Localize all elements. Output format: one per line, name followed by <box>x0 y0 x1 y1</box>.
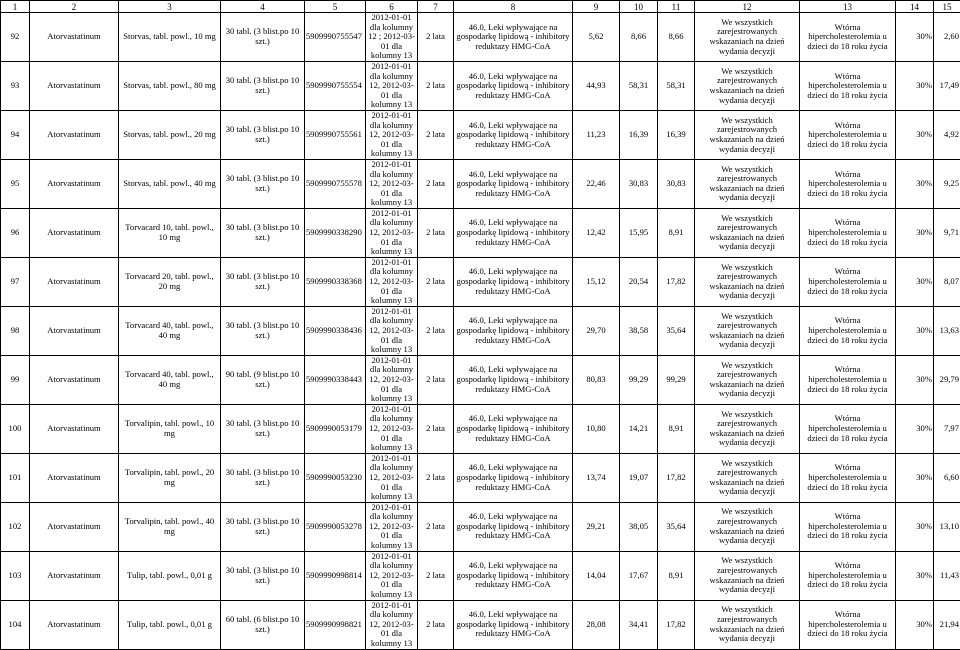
product-name-cell: Torvacard 10, tabl. powl., 10 mg <box>119 208 221 257</box>
payment-level-cell: 30% <box>896 355 934 404</box>
column-number: 12 <box>695 1 800 13</box>
ean-code-cell: 5909990998814 <box>305 551 366 600</box>
patient-surcharge-cell: 21,94 <box>934 600 960 649</box>
funding-limit-cell: 35,64 <box>658 502 695 551</box>
table-row <box>1 110 960 159</box>
package-size-cell: 30 tabl. (3 blist.po 10 szt.) <box>221 208 305 257</box>
column-number: 6 <box>366 1 418 13</box>
patient-surcharge-cell: 7,97 <box>934 404 960 453</box>
off-label-indication-cell: Wtórna hipercholesterolemia u dzieci do 18 roku życia <box>800 600 896 649</box>
substance-name-cell: Atorvastatinum <box>30 208 119 257</box>
off-label-indication-cell: Wtórna hipercholesterolemia u dzieci do 18 roku życia <box>800 61 896 110</box>
limit-group-cell: 46.0, Leki wpływające na gospodarkę lipidową - inhibitory reduktazy HMG-CoA <box>454 306 573 355</box>
column-number: 3 <box>119 1 221 13</box>
row-number-cell: 98 <box>1 306 30 355</box>
row-number-cell: 99 <box>1 355 30 404</box>
price-manufacturer-cell: 22,46 <box>573 159 620 208</box>
table-row <box>1 208 960 257</box>
indication-scope-cell: We wszystkich zarejestrowanych wskazaniach na dzień wydania decyzji <box>695 551 800 600</box>
off-label-indication-cell: Wtórna hipercholesterolemia u dzieci do 18 roku życia <box>800 159 896 208</box>
ean-code-cell: 5909990338368 <box>305 257 366 306</box>
ean-code-cell: 5909990053278 <box>305 502 366 551</box>
indication-scope-cell: We wszystkich zarejestrowanych wskazaniach na dzień wydania decyzji <box>695 257 800 306</box>
price-retail-cell: 20,54 <box>620 257 658 306</box>
funding-limit-cell: 99,29 <box>658 355 695 404</box>
row-number-cell: 95 <box>1 159 30 208</box>
price-retail-cell: 8,66 <box>620 13 658 62</box>
effective-date-cell: 2012-01-01 dla kolumny 12, 2012-03-01 dla kolumny 13 <box>366 208 418 257</box>
validity-period-cell: 2 lata <box>418 600 454 649</box>
row-number-cell: 103 <box>1 551 30 600</box>
validity-period-cell: 2 lata <box>418 110 454 159</box>
ean-code-cell: 5909990053230 <box>305 453 366 502</box>
ean-code-cell: 5909990338290 <box>305 208 366 257</box>
limit-group-cell: 46.0, Leki wpływające na gospodarkę lipidową - inhibitory reduktazy HMG-CoA <box>454 61 573 110</box>
price-manufacturer-cell: 5,62 <box>573 13 620 62</box>
table-row <box>1 306 960 355</box>
off-label-indication-cell: Wtórna hipercholesterolemia u dzieci do 18 roku życia <box>800 502 896 551</box>
product-name-cell: Torvacard 20, tabl. powl., 20 mg <box>119 257 221 306</box>
validity-period-cell: 2 lata <box>418 159 454 208</box>
indication-scope-cell: We wszystkich zarejestrowanych wskazaniach na dzień wydania decyzji <box>695 600 800 649</box>
row-number-cell: 100 <box>1 404 30 453</box>
price-retail-cell: 30,83 <box>620 159 658 208</box>
effective-date-cell: 2012-01-01 dla kolumny 12, 2012-03-01 dla kolumny 13 <box>366 600 418 649</box>
effective-date-cell: 2012-01-01 dla kolumny 12, 2012-03-01 dla kolumny 13 <box>366 306 418 355</box>
effective-date-cell: 2012-01-01 dla kolumny 12, 2012-03-01 dla kolumny 13 <box>366 257 418 306</box>
row-number-cell: 101 <box>1 453 30 502</box>
funding-limit-cell: 58,31 <box>658 61 695 110</box>
row-number-cell: 96 <box>1 208 30 257</box>
package-size-cell: 30 tabl. (3 blist.po 10 szt.) <box>221 306 305 355</box>
funding-limit-cell: 8,91 <box>658 208 695 257</box>
patient-surcharge-cell: 8,07 <box>934 257 960 306</box>
price-manufacturer-cell: 80,83 <box>573 355 620 404</box>
column-number: 11 <box>658 1 695 13</box>
funding-limit-cell: 8,91 <box>658 404 695 453</box>
price-manufacturer-cell: 13,74 <box>573 453 620 502</box>
table-row <box>1 404 960 453</box>
validity-period-cell: 2 lata <box>418 61 454 110</box>
patient-surcharge-cell: 9,71 <box>934 208 960 257</box>
funding-limit-cell: 17,82 <box>658 257 695 306</box>
package-size-cell: 30 tabl. (3 blist.po 10 szt.) <box>221 257 305 306</box>
price-manufacturer-cell: 14,04 <box>573 551 620 600</box>
effective-date-cell: 2012-01-01 dla kolumny 12, 2012-03-01 dla kolumny 13 <box>366 61 418 110</box>
limit-group-cell: 46.0, Leki wpływające na gospodarkę lipidową - inhibitory reduktazy HMG-CoA <box>454 453 573 502</box>
payment-level-cell: 30% <box>896 257 934 306</box>
product-name-cell: Torvacard 40, tabl. powl., 40 mg <box>119 306 221 355</box>
patient-surcharge-cell: 4,92 <box>934 110 960 159</box>
ean-code-cell: 5909990338436 <box>305 306 366 355</box>
price-manufacturer-cell: 29,70 <box>573 306 620 355</box>
column-number: 4 <box>221 1 305 13</box>
off-label-indication-cell: Wtórna hipercholesterolemia u dzieci do 18 roku życia <box>800 13 896 62</box>
column-number: 7 <box>418 1 454 13</box>
validity-period-cell: 2 lata <box>418 208 454 257</box>
limit-group-cell: 46.0, Leki wpływające na gospodarkę lipidową - inhibitory reduktazy HMG-CoA <box>454 208 573 257</box>
payment-level-cell: 30% <box>896 306 934 355</box>
funding-limit-cell: 8,66 <box>658 13 695 62</box>
patient-surcharge-cell: 6,60 <box>934 453 960 502</box>
table-row <box>1 13 960 62</box>
off-label-indication-cell: Wtórna hipercholesterolemia u dzieci do 18 roku życia <box>800 551 896 600</box>
product-name-cell: Storvas, tabl. powl., 10 mg <box>119 13 221 62</box>
effective-date-cell: 2012-01-01 dla kolumny 12, 2012-03-01 dla kolumny 13 <box>366 453 418 502</box>
substance-name-cell: Atorvastatinum <box>30 13 119 62</box>
price-retail-cell: 99,29 <box>620 355 658 404</box>
effective-date-cell: 2012-01-01 dla kolumny 12 ; 2012-03-01 dla kolumny 13 <box>366 13 418 62</box>
substance-name-cell: Atorvastatinum <box>30 110 119 159</box>
package-size-cell: 30 tabl. (3 blist.po 10 szt.) <box>221 13 305 62</box>
limit-group-cell: 46.0, Leki wpływające na gospodarkę lipidową - inhibitory reduktazy HMG-CoA <box>454 551 573 600</box>
substance-name-cell: Atorvastatinum <box>30 159 119 208</box>
column-number: 15 <box>934 1 960 13</box>
price-retail-cell: 38,05 <box>620 502 658 551</box>
row-number-cell: 92 <box>1 13 30 62</box>
row-number-cell: 94 <box>1 110 30 159</box>
price-manufacturer-cell: 28,08 <box>573 600 620 649</box>
substance-name-cell: Atorvastatinum <box>30 61 119 110</box>
table-row <box>1 159 960 208</box>
funding-limit-cell: 17,82 <box>658 453 695 502</box>
price-manufacturer-cell: 29,21 <box>573 502 620 551</box>
patient-surcharge-cell: 29,79 <box>934 355 960 404</box>
validity-period-cell: 2 lata <box>418 404 454 453</box>
header-row <box>1 1 960 13</box>
effective-date-cell: 2012-01-01 dla kolumny 12, 2012-03-01 dla kolumny 13 <box>366 355 418 404</box>
funding-limit-cell: 8,91 <box>658 551 695 600</box>
payment-level-cell: 30% <box>896 208 934 257</box>
limit-group-cell: 46.0, Leki wpływające na gospodarkę lipidową - inhibitory reduktazy HMG-CoA <box>454 355 573 404</box>
indication-scope-cell: We wszystkich zarejestrowanych wskazaniach na dzień wydania decyzji <box>695 110 800 159</box>
indication-scope-cell: We wszystkich zarejestrowanych wskazaniach na dzień wydania decyzji <box>695 13 800 62</box>
row-number-cell: 97 <box>1 257 30 306</box>
substance-name-cell: Atorvastatinum <box>30 404 119 453</box>
substance-name-cell: Atorvastatinum <box>30 306 119 355</box>
indication-scope-cell: We wszystkich zarejestrowanych wskazaniach na dzień wydania decyzji <box>695 355 800 404</box>
indication-scope-cell: We wszystkich zarejestrowanych wskazaniach na dzień wydania decyzji <box>695 208 800 257</box>
validity-period-cell: 2 lata <box>418 306 454 355</box>
column-number: 13 <box>800 1 896 13</box>
payment-level-cell: 30% <box>896 110 934 159</box>
indication-scope-cell: We wszystkich zarejestrowanych wskazaniach na dzień wydania decyzji <box>695 404 800 453</box>
table-row <box>1 61 960 110</box>
product-name-cell: Storvas, tabl. powl., 80 mg <box>119 61 221 110</box>
limit-group-cell: 46.0, Leki wpływające na gospodarkę lipidową - inhibitory reduktazy HMG-CoA <box>454 502 573 551</box>
price-retail-cell: 34,41 <box>620 600 658 649</box>
product-name-cell: Tulip, tabl. powl., 0,01 g <box>119 551 221 600</box>
indication-scope-cell: We wszystkich zarejestrowanych wskazaniach na dzień wydania decyzji <box>695 306 800 355</box>
patient-surcharge-cell: 2,60 <box>934 13 960 62</box>
package-size-cell: 30 tabl. (3 blist.po 10 szt.) <box>221 404 305 453</box>
limit-group-cell: 46.0, Leki wpływające na gospodarkę lipidową - inhibitory reduktazy HMG-CoA <box>454 404 573 453</box>
table-row <box>1 551 960 600</box>
column-number: 2 <box>30 1 119 13</box>
column-number: 14 <box>896 1 934 13</box>
patient-surcharge-cell: 9,25 <box>934 159 960 208</box>
table-row <box>1 453 960 502</box>
payment-level-cell: 30% <box>896 551 934 600</box>
price-manufacturer-cell: 12,42 <box>573 208 620 257</box>
limit-group-cell: 46.0, Leki wpływające na gospodarkę lipidową - inhibitory reduktazy HMG-CoA <box>454 110 573 159</box>
patient-surcharge-cell: 17,49 <box>934 61 960 110</box>
product-name-cell: Torvalipin, tabl. powl., 40 mg <box>119 502 221 551</box>
column-number: 8 <box>454 1 573 13</box>
price-retail-cell: 19,07 <box>620 453 658 502</box>
package-size-cell: 30 tabl. (3 blist.po 10 szt.) <box>221 551 305 600</box>
row-number-cell: 102 <box>1 502 30 551</box>
ean-code-cell: 5909990755578 <box>305 159 366 208</box>
validity-period-cell: 2 lata <box>418 502 454 551</box>
off-label-indication-cell: Wtórna hipercholesterolemia u dzieci do 18 roku życia <box>800 453 896 502</box>
validity-period-cell: 2 lata <box>418 551 454 600</box>
off-label-indication-cell: Wtórna hipercholesterolemia u dzieci do 18 roku życia <box>800 306 896 355</box>
ean-code-cell: 5909990755554 <box>305 61 366 110</box>
table-row <box>1 600 960 649</box>
column-number: 10 <box>620 1 658 13</box>
payment-level-cell: 30% <box>896 159 934 208</box>
column-number: 5 <box>305 1 366 13</box>
substance-name-cell: Atorvastatinum <box>30 355 119 404</box>
package-size-cell: 30 tabl. (3 blist.po 10 szt.) <box>221 453 305 502</box>
limit-group-cell: 46.0, Leki wpływające na gospodarkę lipidową - inhibitory reduktazy HMG-CoA <box>454 13 573 62</box>
package-size-cell: 30 tabl. (3 blist.po 10 szt.) <box>221 110 305 159</box>
effective-date-cell: 2012-01-01 dla kolumny 12, 2012-03-01 dla kolumny 13 <box>366 502 418 551</box>
substance-name-cell: Atorvastatinum <box>30 257 119 306</box>
limit-group-cell: 46.0, Leki wpływające na gospodarkę lipidową - inhibitory reduktazy HMG-CoA <box>454 257 573 306</box>
off-label-indication-cell: Wtórna hipercholesterolemia u dzieci do 18 roku życia <box>800 110 896 159</box>
off-label-indication-cell: Wtórna hipercholesterolemia u dzieci do 18 roku życia <box>800 404 896 453</box>
ean-code-cell: 5909990338443 <box>305 355 366 404</box>
price-manufacturer-cell: 44,93 <box>573 61 620 110</box>
payment-level-cell: 30% <box>896 600 934 649</box>
product-name-cell: Torvalipin, tabl. powl., 10 mg <box>119 404 221 453</box>
substance-name-cell: Atorvastatinum <box>30 551 119 600</box>
price-retail-cell: 17,67 <box>620 551 658 600</box>
ean-code-cell: 5909990998821 <box>305 600 366 649</box>
indication-scope-cell: We wszystkich zarejestrowanych wskazaniach na dzień wydania decyzji <box>695 61 800 110</box>
effective-date-cell: 2012-01-01 dla kolumny 12, 2012-03-01 dla kolumny 13 <box>366 159 418 208</box>
package-size-cell: 30 tabl. (3 blist.po 10 szt.) <box>221 61 305 110</box>
indication-scope-cell: We wszystkich zarejestrowanych wskazaniach na dzień wydania decyzji <box>695 453 800 502</box>
product-name-cell: Storvas, tabl. powl., 40 mg <box>119 159 221 208</box>
price-retail-cell: 15,95 <box>620 208 658 257</box>
row-number-cell: 104 <box>1 600 30 649</box>
table-row <box>1 502 960 551</box>
product-name-cell: Tulip, tabl. powl., 0,01 g <box>119 600 221 649</box>
payment-level-cell: 30% <box>896 453 934 502</box>
price-retail-cell: 58,31 <box>620 61 658 110</box>
indication-scope-cell: We wszystkich zarejestrowanych wskazaniach na dzień wydania decyzji <box>695 502 800 551</box>
table-row <box>1 355 960 404</box>
product-name-cell: Torvalipin, tabl. powl., 20 mg <box>119 453 221 502</box>
column-number: 9 <box>573 1 620 13</box>
validity-period-cell: 2 lata <box>418 355 454 404</box>
substance-name-cell: Atorvastatinum <box>30 600 119 649</box>
payment-level-cell: 30% <box>896 404 934 453</box>
patient-surcharge-cell: 13,10 <box>934 502 960 551</box>
off-label-indication-cell: Wtórna hipercholesterolemia u dzieci do 18 roku życia <box>800 355 896 404</box>
column-number: 1 <box>1 1 30 13</box>
effective-date-cell: 2012-01-01 dla kolumny 12, 2012-03-01 dla kolumny 13 <box>366 551 418 600</box>
row-number-cell: 93 <box>1 61 30 110</box>
ean-code-cell: 5909990755547 <box>305 13 366 62</box>
package-size-cell: 30 tabl. (3 blist.po 10 szt.) <box>221 159 305 208</box>
payment-level-cell: 30% <box>896 61 934 110</box>
validity-period-cell: 2 lata <box>418 257 454 306</box>
indication-scope-cell: We wszystkich zarejestrowanych wskazaniach na dzień wydania decyzji <box>695 159 800 208</box>
package-size-cell: 60 tabl. (6 blist.po 10 szt.) <box>221 600 305 649</box>
table-row <box>1 257 960 306</box>
payment-level-cell: 30% <box>896 13 934 62</box>
price-manufacturer-cell: 10,80 <box>573 404 620 453</box>
price-retail-cell: 38,58 <box>620 306 658 355</box>
package-size-cell: 90 tabl. (9 blist.po 10 szt.) <box>221 355 305 404</box>
funding-limit-cell: 16,39 <box>658 110 695 159</box>
patient-surcharge-cell: 13,63 <box>934 306 960 355</box>
off-label-indication-cell: Wtórna hipercholesterolemia u dzieci do 18 roku życia <box>800 257 896 306</box>
substance-name-cell: Atorvastatinum <box>30 502 119 551</box>
ean-code-cell: 5909990053179 <box>305 404 366 453</box>
product-name-cell: Storvas, tabl. powl., 20 mg <box>119 110 221 159</box>
price-manufacturer-cell: 15,12 <box>573 257 620 306</box>
limit-group-cell: 46.0, Leki wpływające na gospodarkę lipidową - inhibitory reduktazy HMG-CoA <box>454 159 573 208</box>
funding-limit-cell: 30,83 <box>658 159 695 208</box>
validity-period-cell: 2 lata <box>418 453 454 502</box>
product-name-cell: Torvacard 40, tabl. powl., 40 mg <box>119 355 221 404</box>
ean-code-cell: 5909990755561 <box>305 110 366 159</box>
validity-period-cell: 2 lata <box>418 13 454 62</box>
price-manufacturer-cell: 11,23 <box>573 110 620 159</box>
patient-surcharge-cell: 11,43 <box>934 551 960 600</box>
limit-group-cell: 46.0, Leki wpływające na gospodarkę lipidową - inhibitory reduktazy HMG-CoA <box>454 600 573 649</box>
funding-limit-cell: 17,82 <box>658 600 695 649</box>
funding-limit-cell: 35,64 <box>658 306 695 355</box>
payment-level-cell: 30% <box>896 502 934 551</box>
off-label-indication-cell: Wtórna hipercholesterolemia u dzieci do 18 roku życia <box>800 208 896 257</box>
effective-date-cell: 2012-01-01 dla kolumny 12, 2012-03-01 dla kolumny 13 <box>366 110 418 159</box>
effective-date-cell: 2012-01-01 dla kolumny 12, 2012-03-01 dla kolumny 13 <box>366 404 418 453</box>
price-retail-cell: 16,39 <box>620 110 658 159</box>
price-retail-cell: 14,21 <box>620 404 658 453</box>
substance-name-cell: Atorvastatinum <box>30 453 119 502</box>
package-size-cell: 30 tabl. (3 blist.po 10 szt.) <box>221 502 305 551</box>
